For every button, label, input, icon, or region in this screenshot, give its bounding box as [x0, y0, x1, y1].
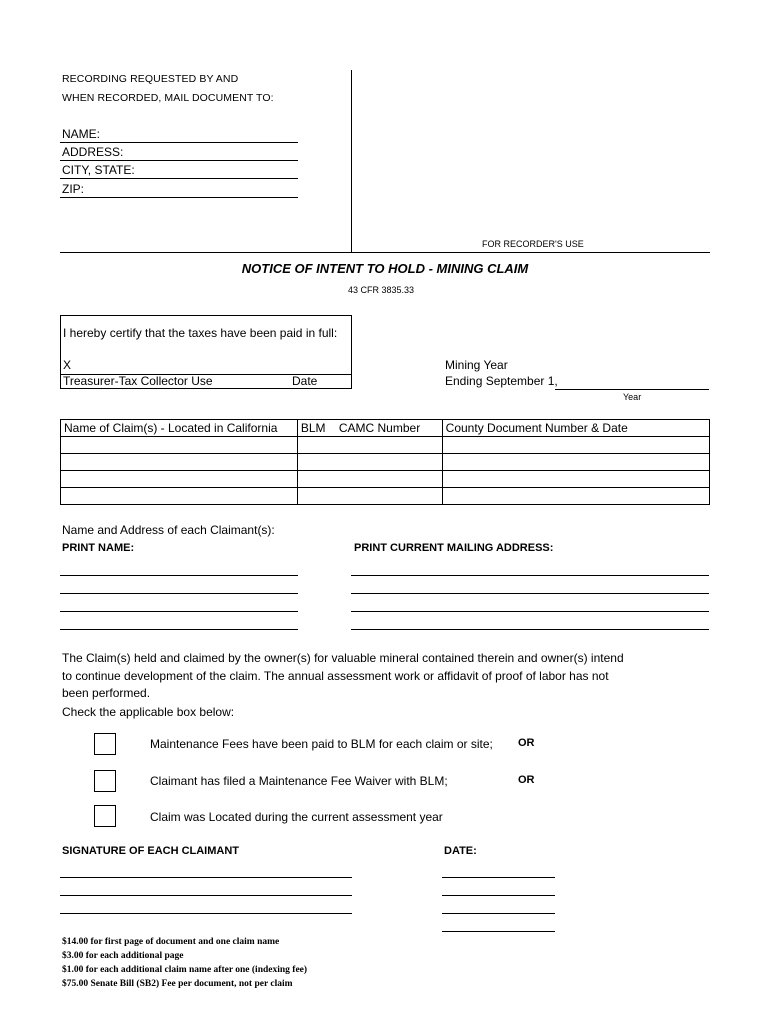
fees-paid-checkbox[interactable] [94, 733, 116, 755]
fee-sb2: $75.00 Senate Bill (SB2) Fee per document, not per claim [62, 979, 293, 989]
cfr-reference: 43 CFR 3835.33 [347, 285, 415, 295]
claim-name-cell[interactable] [61, 471, 298, 488]
signature-date-line[interactable] [442, 877, 555, 878]
recorder-divider [351, 70, 352, 252]
claimant-address-line[interactable] [351, 575, 709, 576]
tax-certification-box [60, 315, 352, 389]
tax-x-mark: X [63, 358, 72, 372]
mining-year-label: Mining Year [445, 358, 508, 372]
or-label: OR [518, 737, 535, 749]
signature-line[interactable] [60, 913, 352, 914]
city-state-field[interactable] [60, 163, 298, 179]
statement-line-1: The Claim(s) held and claimed by the owner(s) for valuable mineral contained therein and owner(s) intend [62, 651, 624, 665]
table-row [61, 488, 710, 505]
county-document-cell[interactable] [442, 471, 709, 488]
claim-name-cell[interactable] [61, 437, 298, 454]
or-label: OR [518, 774, 535, 786]
table-row [61, 471, 710, 488]
claimant-name-line[interactable] [60, 629, 298, 630]
fee-first-page: $14.00 for first page of document and one claim name [62, 937, 280, 947]
ending-september-label: Ending September 1, [445, 374, 558, 388]
county-document-header: County Document Number & Date [442, 420, 709, 437]
table-row [61, 454, 710, 471]
address-label: ADDRESS: [62, 145, 124, 159]
signature-date-line[interactable] [442, 895, 555, 896]
signature-date-line[interactable] [442, 913, 555, 914]
claim-name-cell[interactable] [61, 488, 298, 505]
statement-line-4: Check the applicable box below: [62, 705, 235, 719]
mail-document-label: WHEN RECORDED, MAIL DOCUMENT TO: [62, 92, 274, 104]
signature-date-line[interactable] [442, 931, 555, 932]
blm-camc-cell[interactable] [297, 454, 442, 471]
claim-name-header: Name of Claim(s) - Located in California [61, 420, 298, 437]
claim-name-cell[interactable] [61, 454, 298, 471]
zip-label: ZIP: [62, 182, 85, 196]
year-caption: Year [623, 392, 642, 402]
blm-camc-header: BLM CAMC Number [297, 420, 442, 437]
mining-year-input-line[interactable] [555, 389, 709, 390]
recorder-use-label: FOR RECORDER'S USE [482, 239, 584, 249]
blm-camc-cell[interactable] [297, 488, 442, 505]
print-address-label: PRINT CURRENT MAILING ADDRESS: [354, 542, 554, 554]
header-rule [60, 252, 710, 253]
name-field[interactable] [60, 127, 298, 143]
fees-paid-label: Maintenance Fees have been paid to BLM for each claim or site; [150, 737, 493, 751]
county-document-cell[interactable] [442, 437, 709, 454]
blm-camc-cell[interactable] [297, 471, 442, 488]
claimant-name-line[interactable] [60, 611, 298, 612]
claims-table-header [61, 420, 710, 437]
county-document-cell[interactable] [442, 454, 709, 471]
name-label: NAME: [62, 127, 101, 141]
signature-line[interactable] [60, 877, 352, 878]
signature-label: SIGNATURE OF EACH CLAIMANT [62, 845, 240, 857]
signature-date-label: DATE: [444, 845, 477, 857]
located-current-year-label: Claim was Located during the current assessment year [150, 810, 443, 824]
table-row [61, 437, 710, 454]
tax-date-label: Date [292, 374, 318, 388]
recording-requested-label: RECORDING REQUESTED BY AND [62, 73, 239, 85]
fee-additional-page: $3.00 for each additional page [62, 951, 184, 961]
document-title: NOTICE OF INTENT TO HOLD - MINING CLAIM [241, 261, 529, 276]
fee-schedule [62, 935, 307, 991]
claimants-intro: Name and Address of each Claimant(s): [62, 523, 275, 537]
tax-collector-label: Treasurer-Tax Collector Use [63, 374, 213, 388]
signature-line[interactable] [60, 895, 352, 896]
claimant-name-line[interactable] [60, 575, 298, 576]
claimant-address-line[interactable] [351, 593, 709, 594]
located-current-year-checkbox[interactable] [94, 805, 116, 827]
zip-field[interactable] [60, 182, 298, 198]
fee-indexing: $1.00 for each additional claim name after one (indexing fee) [62, 965, 308, 975]
statement-line-3: been performed. [62, 686, 151, 700]
claimant-name-line[interactable] [60, 593, 298, 594]
city-state-label: CITY, STATE: [62, 163, 135, 177]
print-name-label: PRINT NAME: [62, 542, 135, 554]
blm-camc-cell[interactable] [297, 437, 442, 454]
claimant-address-line[interactable] [351, 611, 709, 612]
fee-waiver-label: Claimant has filed a Maintenance Fee Waiver with BLM; [150, 774, 448, 788]
tax-certify-text: I hereby certify that the taxes have been paid in full: [63, 326, 338, 340]
fee-waiver-checkbox[interactable] [94, 770, 116, 792]
address-field[interactable] [60, 145, 298, 161]
claimant-address-line[interactable] [351, 629, 709, 630]
statement-line-2: to continue development of the claim. The annual assessment work or affidavit of proof of labor has not [62, 669, 609, 683]
claims-table [60, 419, 710, 505]
county-document-cell[interactable] [442, 488, 709, 505]
